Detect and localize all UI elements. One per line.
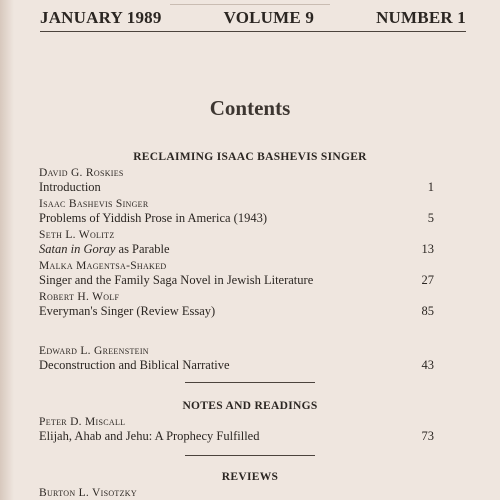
issue-volume: VOLUME 9 bbox=[223, 8, 315, 27]
entry-author: Malka Magentsa-Shaked bbox=[39, 260, 167, 272]
entry-title-italic: Satan in Goray bbox=[39, 242, 116, 256]
entry-author: Seth L. Wolitz bbox=[39, 229, 115, 241]
section-divider bbox=[185, 455, 315, 456]
entry-page: 73 bbox=[421, 429, 434, 443]
entry-page: 27 bbox=[421, 273, 434, 287]
entry-page: 5 bbox=[427, 211, 434, 225]
entry-title: Singer and the Family Saga Novel in Jewish Literature bbox=[39, 273, 314, 287]
toc-entry bbox=[39, 345, 434, 373]
toc-entry bbox=[39, 416, 434, 444]
entry-author: Isaac Bashevis Singer bbox=[39, 198, 149, 210]
toc-entry bbox=[39, 229, 434, 257]
entry-author: Burton L. Visotzky bbox=[39, 487, 137, 499]
issue-number: NUMBER 1 bbox=[376, 8, 466, 27]
section-title-reviews: REVIEWS bbox=[221, 471, 279, 483]
issue-date: JANUARY 1989 bbox=[40, 8, 162, 27]
section-divider bbox=[185, 382, 315, 383]
masthead-rule bbox=[40, 31, 466, 32]
toc-entry bbox=[39, 198, 434, 226]
entry-author: Robert H. Wolf bbox=[39, 291, 120, 303]
entry-author: David G. Roskies bbox=[39, 167, 124, 179]
page-edge-shadow bbox=[0, 0, 14, 500]
entry-title: Problems of Yiddish Prose in America (1943) bbox=[39, 211, 267, 225]
contents-title: Contents bbox=[209, 96, 291, 120]
toc-entry bbox=[39, 260, 434, 288]
issue-masthead bbox=[40, 8, 466, 28]
entry-author: Peter D. Miscall bbox=[39, 416, 126, 428]
entry-author: Edward L. Greenstein bbox=[39, 345, 149, 357]
entry-page: 1 bbox=[427, 180, 434, 194]
entry-page: 13 bbox=[421, 242, 434, 256]
toc-entry bbox=[39, 167, 434, 195]
entry-title: Introduction bbox=[39, 180, 101, 194]
toc-entry bbox=[39, 291, 434, 319]
entry-title: Everyman's Singer (Review Essay) bbox=[39, 304, 216, 318]
section-title-notes: NOTES AND READINGS bbox=[182, 400, 318, 412]
entry-page: 85 bbox=[421, 304, 434, 318]
toc-entry bbox=[39, 487, 434, 500]
entry-title: Elijah, Ahab and Jehu: A Prophecy Fulfilled bbox=[39, 429, 260, 443]
entry-page: 43 bbox=[421, 358, 434, 372]
entry-title bbox=[39, 242, 170, 257]
bleed-through-line bbox=[170, 0, 330, 5]
section-title-singer: RECLAIMING ISAAC BASHEVIS SINGER bbox=[133, 151, 367, 163]
entry-title: Deconstruction and Biblical Narrative bbox=[39, 358, 230, 372]
entry-title-rest: as Parable bbox=[115, 242, 170, 256]
